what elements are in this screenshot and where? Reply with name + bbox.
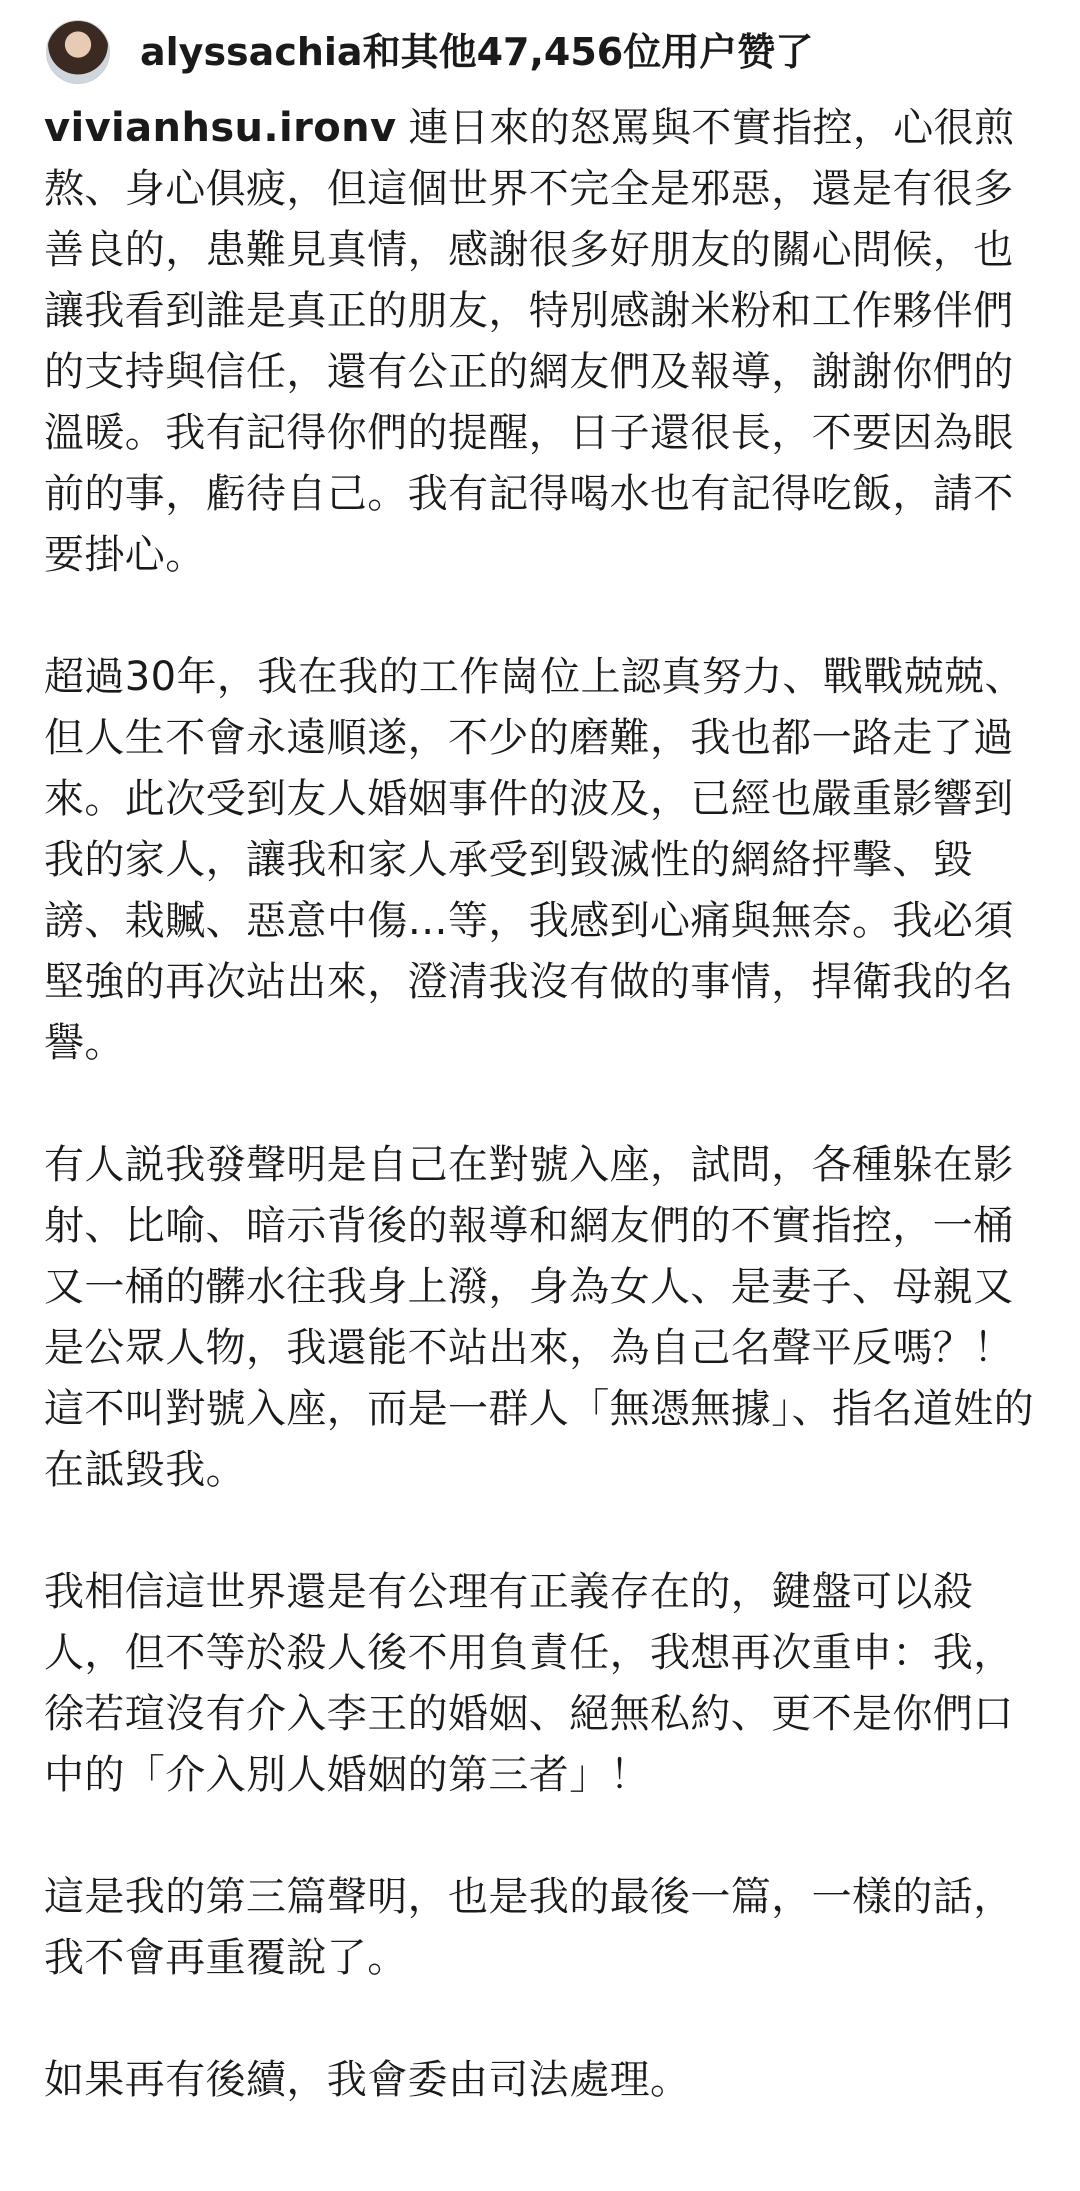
caption-paragraph-6: 如果再有後續，我會委由司法處理。 bbox=[44, 2057, 691, 2103]
caption-paragraph-5: 這是我的第三篇聲明，也是我的最後一篇，一樣的話，我不會再重覆說了。 bbox=[44, 1874, 1014, 1981]
caption-text-1: 連日來的怒罵與不實指控，心很煎熬、身心俱疲，但這個世界不完全是邪惡，還是有很多善良的，患難見真情，感謝很多好朋友的關心問候，也讓我看到誰是真正的朋友，特別感謝米粉和工作夥伴們的支持與信任，還有公正的網友們及報導，謝謝你們的溫暖。我有記得你們的提醒，日子還很長，不要因為眼前的事，虧待自己。我有記得喝水也有記得吃飯，請不要掛心。 bbox=[44, 105, 1015, 578]
liker-username[interactable]: alyssachia bbox=[140, 30, 363, 74]
caption-paragraph-2: 超過30年，我在我的工作崗位上認真努力、戰戰兢兢、但人生不會永遠順遂，不少的磨難，我也都一路走了過來。此次受到友人婚姻事件的波及，已經也嚴重影響到我的家人，讓我和家人承受到毀滅性的網絡抨擊、毀謗、栽贓、惡意中傷…等，我感到心痛與無奈。我必須堅強的再次站出來，澄清我沒有做的事情，捍衛我的名譽。 bbox=[44, 654, 1025, 1066]
likes-count-text: 和其他47,456位用户赞了 bbox=[362, 30, 814, 74]
caption-username[interactable]: vivianhsu.ironv bbox=[44, 105, 397, 151]
post-caption bbox=[44, 98, 1044, 2172]
likes-summary[interactable] bbox=[46, 12, 813, 92]
caption-paragraph-1 bbox=[44, 98, 1044, 586]
likes-text[interactable] bbox=[140, 30, 814, 74]
avatar[interactable] bbox=[46, 20, 110, 84]
caption-paragraph-4: 我相信這世界還是有公理有正義存在的，鍵盤可以殺人，但不等於殺人後不用負責任，我想再次重申：我，徐若瑄沒有介入李王的婚姻、絕無私約、更不是你們口中的「介入別人婚姻的第三者」！ bbox=[44, 1569, 1014, 1798]
caption-paragraph-3: 有人説我發聲明是自己在對號入座，試問，各種躲在影射、比喻、暗示背後的報導和網友們的不實指控，一桶又一桶的髒水往我身上潑，身為女人、是妻子、母親又是公眾人物，我還能不站出來，為自己名聲平反嗎？！ 這不叫對號入座，而是一群人「無憑無據」、指名道姓的在詆毀我。 bbox=[44, 1142, 1034, 1493]
